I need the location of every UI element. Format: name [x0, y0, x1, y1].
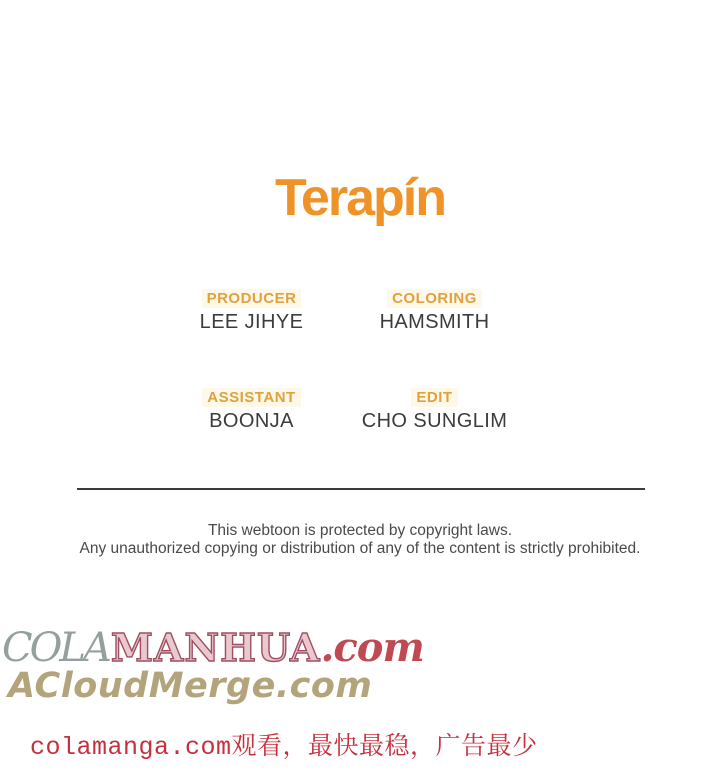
- credit-edit: [343, 388, 526, 433]
- credit-role-label: ASSISTANT: [202, 388, 300, 407]
- watermark-acloudmerge: ACloudMerge.com: [8, 666, 373, 706]
- credit-person-name: CHO SUNGLIM: [361, 410, 508, 432]
- credit-producer: [160, 289, 343, 334]
- credit-coloring: [343, 289, 526, 334]
- credit-role-label: EDIT: [411, 388, 457, 407]
- credit-person-name: HAMSMITH: [379, 311, 490, 333]
- copyright-line-1: This webtoon is protected by copyright laws.: [207, 522, 513, 539]
- copyright-line-2: Any unauthorized copying or distribution of any of the content is strictly prohibited.: [79, 539, 641, 557]
- watermark-colamanhua-suffix: .com: [320, 624, 424, 671]
- credit-person-name: LEE JIHYE: [199, 311, 304, 333]
- credits-grid: [160, 289, 526, 433]
- copyright-notice: [0, 522, 720, 557]
- series-logo: Terapín: [275, 169, 445, 227]
- divider-line: [77, 488, 645, 490]
- site-promo-text: colamanga.com观看，最快最稳，广告最少: [30, 733, 538, 762]
- watermark-colamanhua-middle: MANHUA: [110, 625, 321, 670]
- watermark-colamanhua-prefix: COLA: [2, 625, 109, 671]
- credit-role-label: PRODUCER: [202, 289, 302, 308]
- credit-person-name: BOONJA: [209, 410, 294, 432]
- credit-role-label: COLORING: [387, 289, 482, 308]
- credit-assistant: [160, 388, 343, 433]
